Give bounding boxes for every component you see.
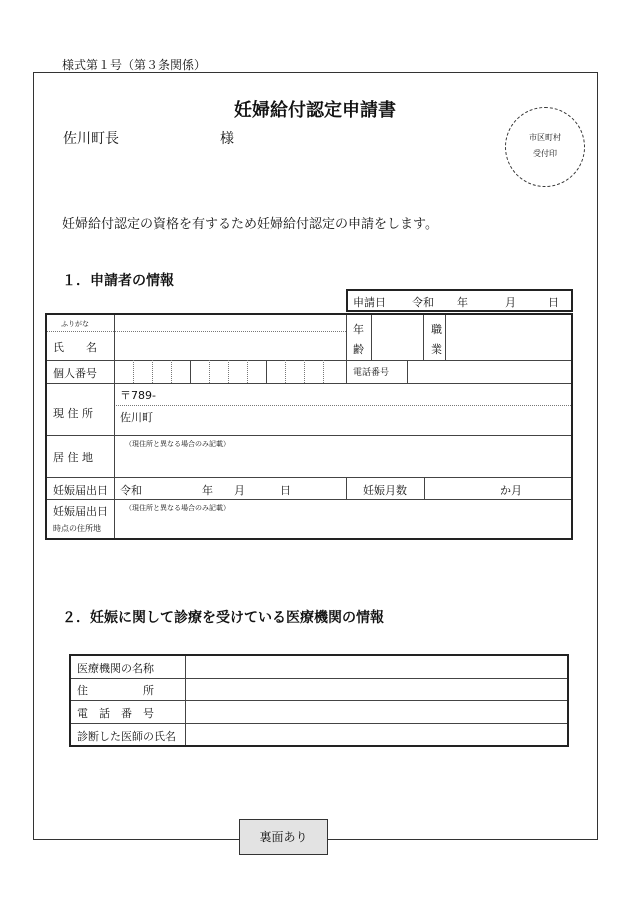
furigana-label: ふりがな [61,320,89,328]
job-label-divider [445,315,446,360]
pregnancy-address-note: （現住所と異なる場合のみ記載） [125,504,230,512]
date-year: 年 [457,296,468,309]
residence-note: （現住所と異なる場合のみ記載） [125,440,230,448]
months-unit: か月 [500,484,522,497]
pregnancy-date-year: 年 [202,484,213,497]
row-divider [47,383,571,384]
phone-label-divider [407,360,408,383]
job-label-2: 業 [431,343,442,356]
postal-divider [116,405,571,406]
furigana-divider [47,331,346,332]
institution-phone-label: 電 話 番 号 [77,707,154,720]
applicant-info-table [45,313,573,540]
reception-stamp-area [505,107,585,187]
name-label: 氏 名 [53,341,97,354]
intro-text: 妊婦給付認定の資格を有するため妊婦給付認定の申請をします。 [62,217,438,232]
age-label-divider [371,315,372,360]
row-divider [47,360,571,361]
form-title: 妊婦給付認定申請書 [234,100,396,121]
id-number-label: 個人番号 [53,367,97,380]
honorific: 様 [220,131,234,147]
residence-label: 居 住 地 [53,451,93,464]
pregnancy-address-label-2: 時点の住所地 [53,524,101,533]
months-label-divider [424,477,425,499]
date-month: 月 [505,296,516,309]
date-label: 申請日 [353,296,386,309]
row-divider [47,477,571,478]
section1-heading: １．申請者の情報 [62,273,174,289]
doctor-name-label: 診断した医師の氏名 [77,730,176,743]
phone-label: 電話番号 [353,368,390,378]
age-divider [346,315,347,383]
months-divider [346,477,347,499]
medical-institution-table [69,654,569,747]
date-era: 令和 [412,296,434,309]
town-name: 佐川町 [120,411,153,424]
pregnancy-months-label: 妊娠月数 [363,484,407,497]
section2-heading: ２．妊娠に関して診療を受けている医療機関の情報 [62,610,384,626]
row-divider [47,499,571,500]
address-label: 現 住 所 [53,407,93,420]
back-side-note: 裏面あり [239,819,328,855]
stamp-line-2: 受付印 [533,149,557,158]
institution-name-label: 医療機関の名称 [77,662,154,675]
pregnancy-date-era: 令和 [120,484,142,497]
stamp-line-1: 市区町村 [529,133,561,142]
pregnancy-date-day: 日 [280,484,291,497]
age-label-2: 齢 [353,343,364,356]
pregnancy-address-label: 妊娠届出日 [53,505,108,518]
addressee: 佐川町長 [63,131,119,147]
job-divider [423,315,424,360]
age-label: 年 [353,323,364,336]
pregnancy-date-month: 月 [234,484,245,497]
label-column-divider [114,315,115,538]
institution-address-label: 住 所 [77,684,154,697]
row-divider [47,435,571,436]
postal-code: 〒789- [120,389,156,402]
pregnancy-date-label: 妊娠届出日 [53,484,108,497]
application-date-box[interactable] [346,289,573,312]
date-day: 日 [548,296,559,309]
form-number: 様式第１号（第３条関係） [62,58,207,72]
job-label: 職 [431,323,442,336]
